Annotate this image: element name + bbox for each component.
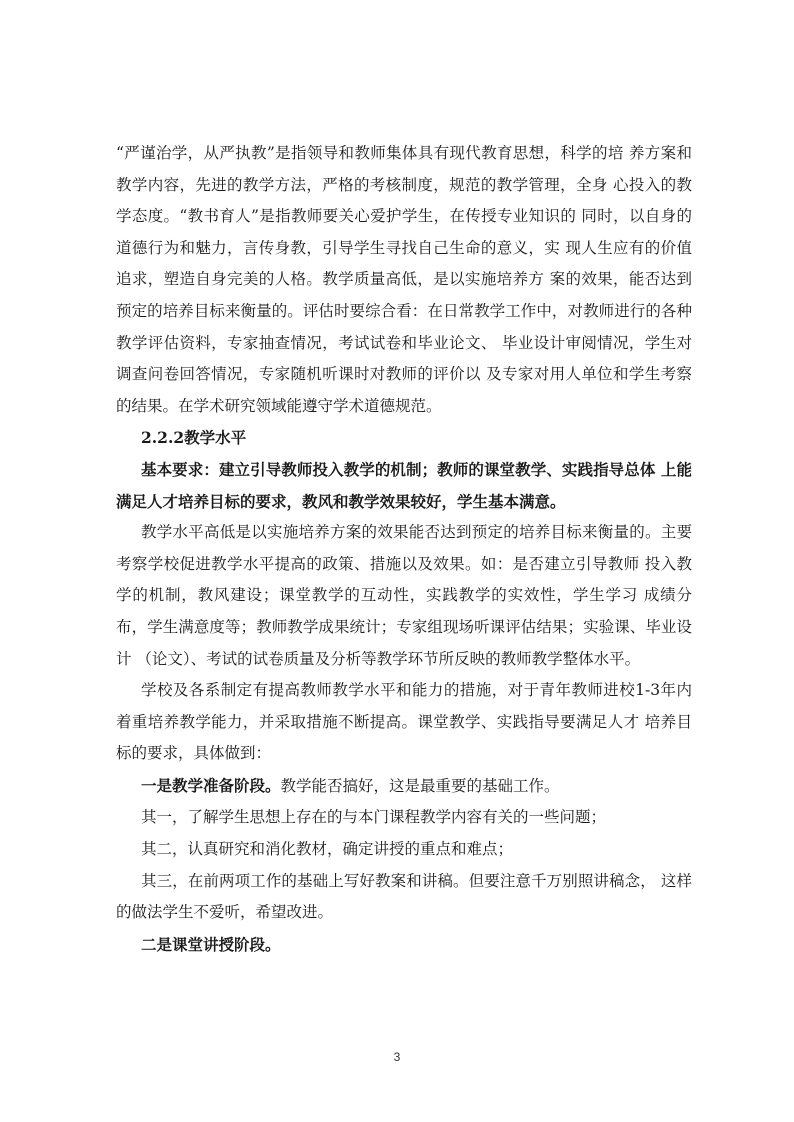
stage-paragraph (116, 770, 692, 803)
basic-requirement-paragraph: 基本要求：建立引导教师投入教学的机制；教师的课堂教学、实践指导总体 上能满足人才培养目标的要求，教风和教学效果较好，学生基本满意。 (116, 459, 692, 511)
list-item: 其二，认真研究和消化教材，确定讲授的重点和难点； (141, 840, 514, 859)
body-paragraph: 学校及各系制定有提高教师教学水平和能力的措施，对于青年教师进校1-3年内着重培养教学能力，并采取措施不断提高。课堂教学、实践指导要满足人才 培养目标的要求，具体做到： (116, 681, 692, 763)
body-paragraph: “严谨治学，从严执教”是指领导和教师集体具有现代教育思想，科学的培 养方案和教学内容，先进的教学方法，严格的考核制度，规范的教学管理，全身 心投入的教学态度。“教书育人”是指教师要关心爱护学生，在传授专业知识的 同时，以自身的道德行为和魅力，言传身教，引导学生寻找自己生命的意义，实 现人生应有的价值追求，塑造自身完美的人格。教学质量高低，是以实施培养方 案的效果，能否达到预定的培养目标来衡量的。评估时要综合看：在日常教学工作中，对教师进行的各种教学评估资料，专家抽查情况，考试试卷和毕业论文、 毕业设计审阅情况，学生对调查问卷回答情况，专家随机听课时对教师的评价以 及专家对用人单位和学生考察的结果。在学术研究领域能遵守学术道德规范。 (116, 144, 692, 415)
list-item: 其三，在前两项工作的基础上写好教案和讲稿。但要注意千万别照讲稿念， 这样的做法学生不爱听，希望改进。 (116, 871, 692, 922)
stage-title-paragraph: 二是课堂讲授阶段。 (141, 934, 281, 954)
body-paragraph: 教学水平高低是以实施培养方案的效果能否达到预定的培养目标来衡量的。主要考察学校促进教学水平提高的政策、措施以及效果。如：是否建立引导教师 投入教学的机制，教风建设；课堂教学的互动性，实践教学的实效性，学生学习 成绩分布，学生满意度等；教师教学成果统计；专家组现场听课评估结果；实验课、毕业设计 （论文）、考试的试卷质量及分析等教学环节所反映的教师教学整体水平。 (116, 523, 692, 668)
list-item: 其一，了解学生思想上存在的与本门课程教学内容有关的一些问题； (141, 808, 607, 827)
section-heading: 2.2.2教学水平 (141, 428, 247, 448)
page-number: 3 (393, 1050, 401, 1064)
stage-text: 教学能否搞好，这是最重要的基础工作。 (280, 776, 560, 795)
page-content (116, 138, 692, 960)
stage-title: 一是教学准备阶段。 (141, 775, 281, 795)
